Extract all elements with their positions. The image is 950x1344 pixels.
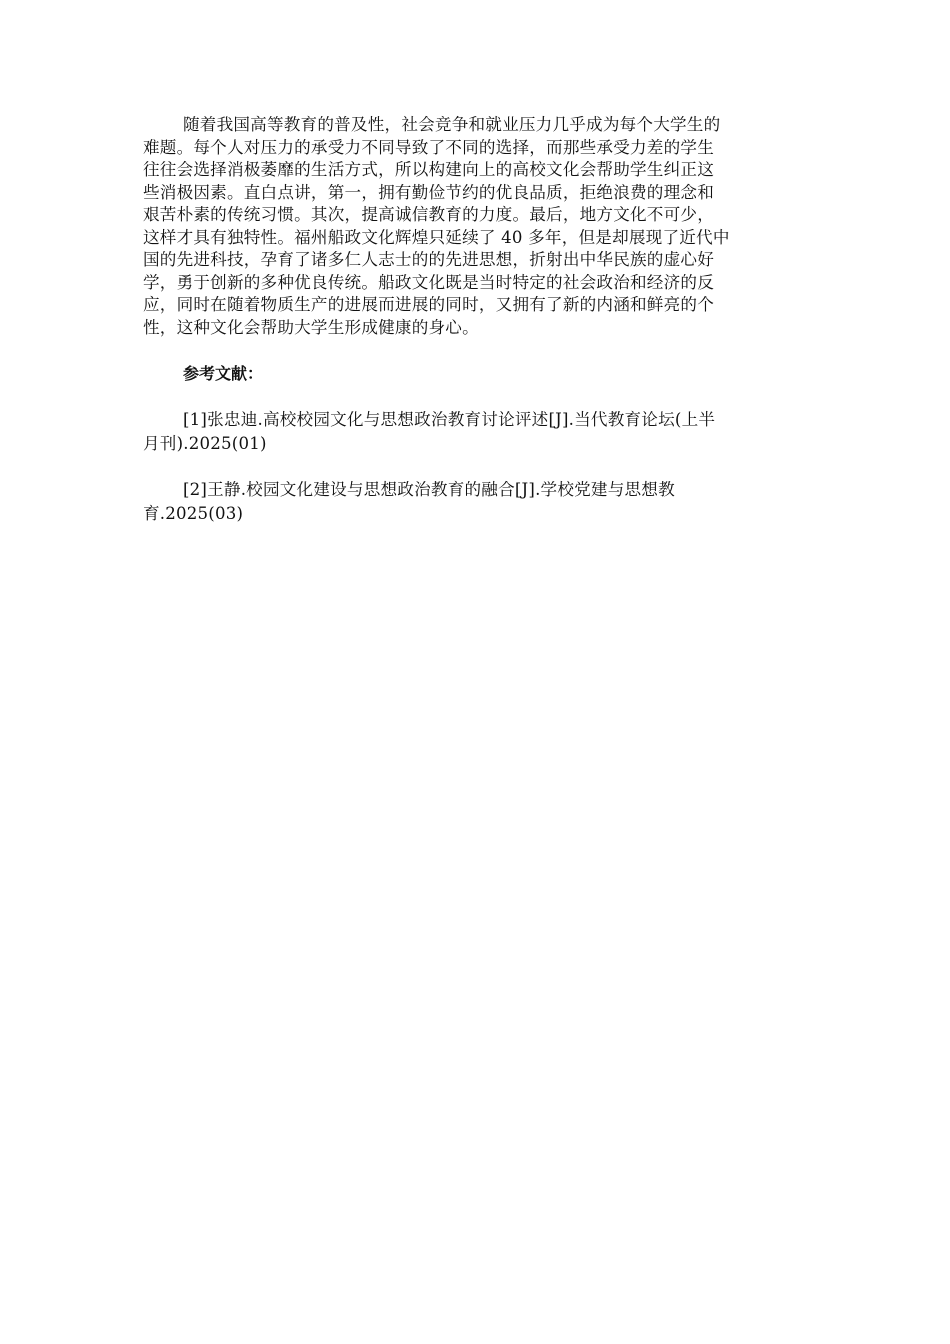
paragraph-line: 这样才具有独特性。福州船政文化辉煌只延续了 40 多年，但是却展现了近代中 [143, 227, 730, 247]
body-paragraph [143, 114, 807, 339]
reference-item-2 [143, 478, 807, 526]
paragraph-line: 性，这种文化会帮助大学生形成健康的身心。 [143, 317, 479, 337]
reference-item-1 [143, 408, 807, 456]
paragraph-line: 些消极因素。直白点讲，第一，拥有勤俭节约的优良品质，拒绝浪费的理念和 [143, 182, 714, 202]
paragraph-line: 往往会选择消极萎靡的生活方式，所以构建向上的高校文化会帮助学生纠正这 [143, 160, 714, 179]
reference-line: [2]王静.校园文化建设与思想政治教育的融合[J].学校党建与思想教 [183, 479, 675, 499]
reference-line: 育.2025(03) [143, 503, 244, 523]
paragraph-line: 难题。每个人对压力的承受力不同导致了不同的选择，而那些承受力差的学生 [143, 137, 714, 157]
reference-line: 月刊).2025(01) [143, 433, 267, 453]
paragraph-line: 艰苦朴素的传统习惯。其次，提高诚信教育的力度。最后，地方文化不可少， [143, 205, 714, 224]
paragraph-line: 国的先进科技，孕育了诸多仁人志士的的先进思想，折射出中华民族的虚心好 [143, 250, 714, 269]
references-heading: 参考文献： [183, 364, 264, 383]
reference-line: [1]张忠迪.高校校园文化与思想政治教育讨论评述[J].当代教育论坛(上半 [183, 409, 716, 429]
paragraph-line: 学，勇于创新的多种优良传统。船政文化既是当时特定的社会政治和经济的反 [143, 272, 714, 292]
paragraph-line: 应，同时在随着物质生产的进展而进展的同时，又拥有了新的内涵和鲜亮的个 [143, 295, 714, 314]
paragraph-line: 随着我国高等教育的普及性，社会竞争和就业压力几乎成为每个大学生的 [183, 115, 721, 134]
document-page [143, 114, 807, 526]
